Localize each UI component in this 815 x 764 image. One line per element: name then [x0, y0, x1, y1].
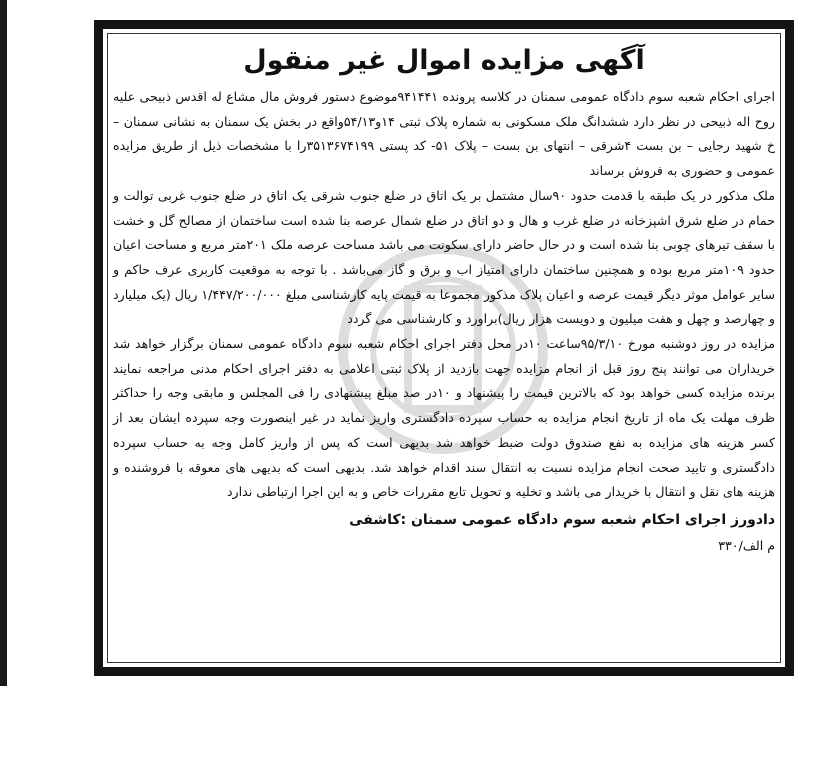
notice-paragraph-property: ملک مذکور در یک طبقه با قدمت حدود ۹۰سال مشتمل بر یک اتاق در ضلع جنوب شرقی یک اتاق در ضلع جنوب غربی توالت و حمام در ضلع شرق اشپزخانه در ضلع غرب و هال و دو اتاق در ضلع شمال عرصه بنا شده است ساختمان از مصالح گل و خشت با سقف تیرهای چوبی بنا شده است و در حال حاضر دارای سکونت می باشد مساحت عرصه ملک ۲۰۱متر مربع و مساحت اعیان حدود ۱۰۹متر مربع بوده و همچنین ساختمان دارای امتیاز اب و برق و گاز می‌باشد . با توجه به موقعیت کاربری عرف حاکم و سایر عوامل موثر دیگر قیمت عرصه و اعیان پلاک مذکور مجموعا به قیمت پایه کارشناسی مبلغ ۱/۴۴۷/۲۰۰/۰۰۰ ریال (یک میلیارد و چهارصد و چهل و هفت میلیون و دویست هزار ریال)براورد و کارشناسی می گردد: [113, 187, 775, 327]
notice-reference: م الف/۳۳۰: [718, 537, 775, 553]
notice-paragraph-intro: اجرای احکام شعبه سوم دادگاه عمومی سمنان در کلاسه پرونده ۹۴۱۴۴۱موضوع دستور فروش مال مشاع له اقدس ذبیحی علیه روح اله ذبیحی در نظر دارد ششدانگ ملک مسکونی به شماره پلاک ثبتی ۱۴و۵۴/۱۳واقع در بخش یک سمنان به نشانی سمنان – خ شهید رجایی – بن بست ۴شرقی – انتهای بن بست – پلاک ۵۱- کد پستی ۳۵۱۳۶۷۴۱۹۹را با مشخصات ذیل از طریق مزایده عمومی و حضوری به فروش برساند: [113, 89, 775, 179]
notice-frame: [94, 20, 794, 676]
notice-signature: دادورز اجرای احکام شعبه سوم دادگاه عمومی سمنان :کاشفی: [349, 511, 775, 528]
notice-content: [113, 41, 775, 557]
notice-title: آگهی مزایده اموال غیر منقول: [243, 45, 645, 76]
notice-paragraph-auction: مزایده در روز دوشنبه مورخ ۹۵/۳/۱۰ساعت ۱۰در محل دفتر اجرای احکام شعبه سوم دادگاه عمومی سمنان برگزار خواهد شد خریداران می توانند پنج روز قبل از انجام مزایده جهت بازدید از پلاک ثبتی اعلامی به دفتر اجرای احکام مدنی مراجعه نمایند برنده مزایده کسی خواهد بود که بالاترین قیمت را پیشنهاد و ۱۰در صد مبلغ پیشنهادی را فی المجلس و مابقی وجه را حداکثر ظرف مهلت یک ماه از تاریخ انجام مزایده به حساب سپرده دادگستری واریز نماید در غیر اینصورت وجه سپرده ایشان بعد از کسر هزینه های مزایده به نفع صندوق دولت ضبط خواهد شد بدیهی است که پس از واریز کامل وجه به حساب سپرده دادگستری و تایید صحت انجام مزایده نسبت به انتقال سند اقدام خواهد شد. بدیهی است که بدیهی های معوقه با فروشنده و هزینه های نقل و انتقال با خریدار می باشد و تخلیه و تحویل تابع مقررات خاص و به این اجرا ارتباطی ندارد: [113, 336, 775, 500]
left-edge-bar: [0, 0, 7, 686]
